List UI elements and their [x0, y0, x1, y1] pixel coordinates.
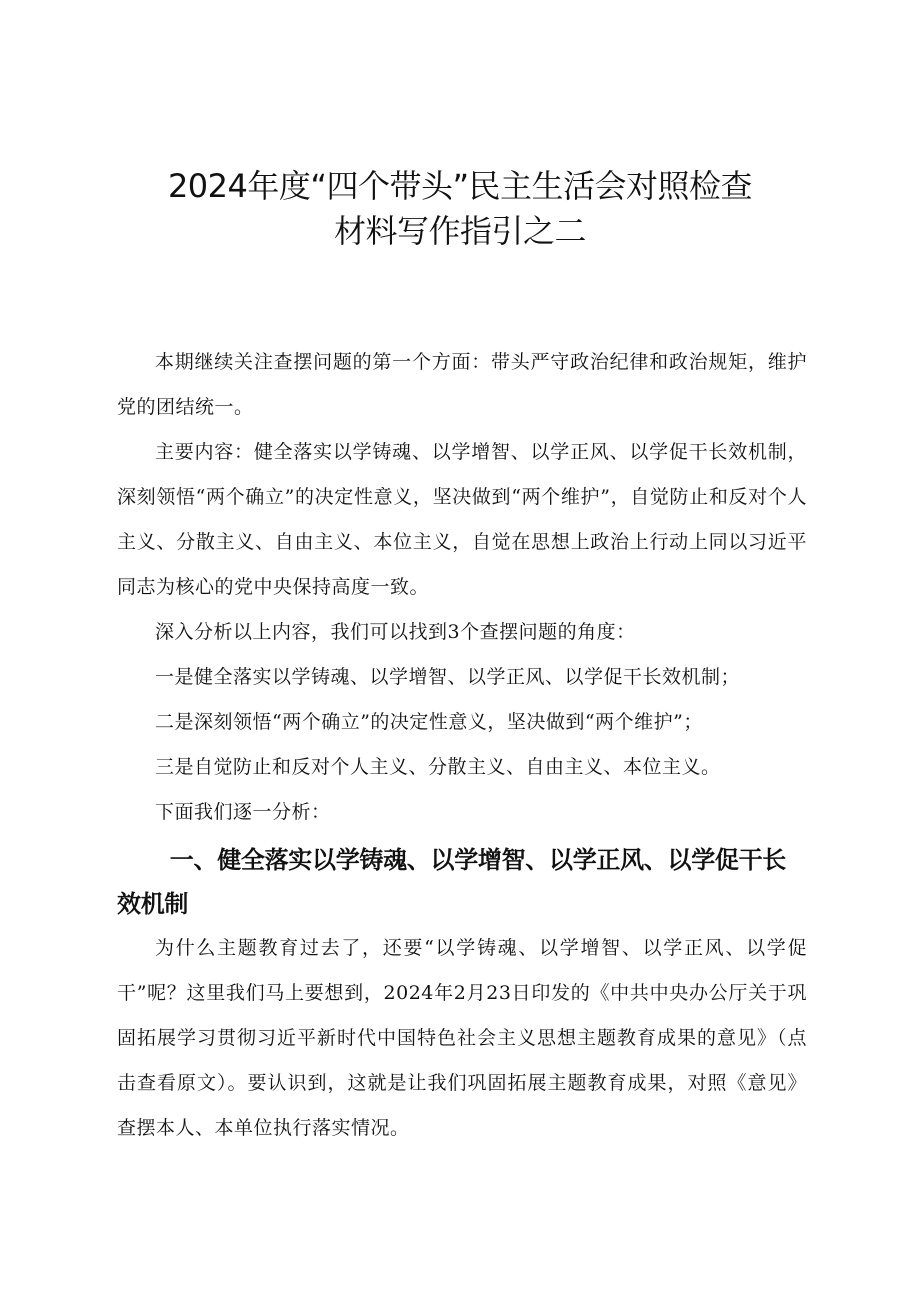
paragraph-angle-2: 二是深刻领悟“两个确立”的决定性意义，坚决做到“两个维护”；	[155, 711, 703, 733]
paragraph-angle-3: 三是自觉防止和反对个人主义、分散主义、自由主义、本位主义。	[155, 756, 721, 778]
paragraph-intro: 本期继续关注查摆问题的第一个方面：带头严守政治纪律和政治规矩，维护党的团结统一。	[117, 351, 807, 418]
paragraph-section-body: 为什么主题教育过去了，还要“以学铸魂、以学增智、以学正风、以学促干”呢？这里我们马上要想到，2024年2月23日印发的《中共中央办公厅关于巩固拓展学习贯彻习近平新时代中国特色社会主义思想主题教育成果的意见》（点击查看原文）。要认识到，这就是让我们巩固拓展主题教育成果，对照《意见》查摆本人、本单位执行落实情况。	[117, 937, 807, 1139]
paragraph-transition: 下面我们逐一分析：	[155, 801, 331, 823]
document-title-line-2: 材料写作指引之二	[333, 212, 586, 250]
document-body	[117, 340, 807, 1151]
paragraph-analysis: 深入分析以上内容，我们可以找到3个查摆问题的角度：	[155, 621, 636, 643]
paragraph-angle-1: 一是健全落实以学铸魂、以学增智、以学正风、以学促干长效机制；	[155, 666, 741, 688]
document-title-line-1: 2024年度“四个带头”民主生活会对照检查	[167, 167, 753, 205]
paragraph-main-content: 主要内容：健全落实以学铸魂、以学增智、以学正风、以学促干长效机制，深刻领悟“两个确立”的决定性意义，坚决做到“两个维护”，自觉防止和反对个人主义、分散主义、自由主义、本位主义，自觉在思想上政治上行动上同以习近平同志为核心的党中央保持高度一致。	[117, 441, 807, 598]
section-heading: 一、健全落实以学铸魂、以学增智、以学正风、以学促干长效机制	[117, 846, 786, 918]
